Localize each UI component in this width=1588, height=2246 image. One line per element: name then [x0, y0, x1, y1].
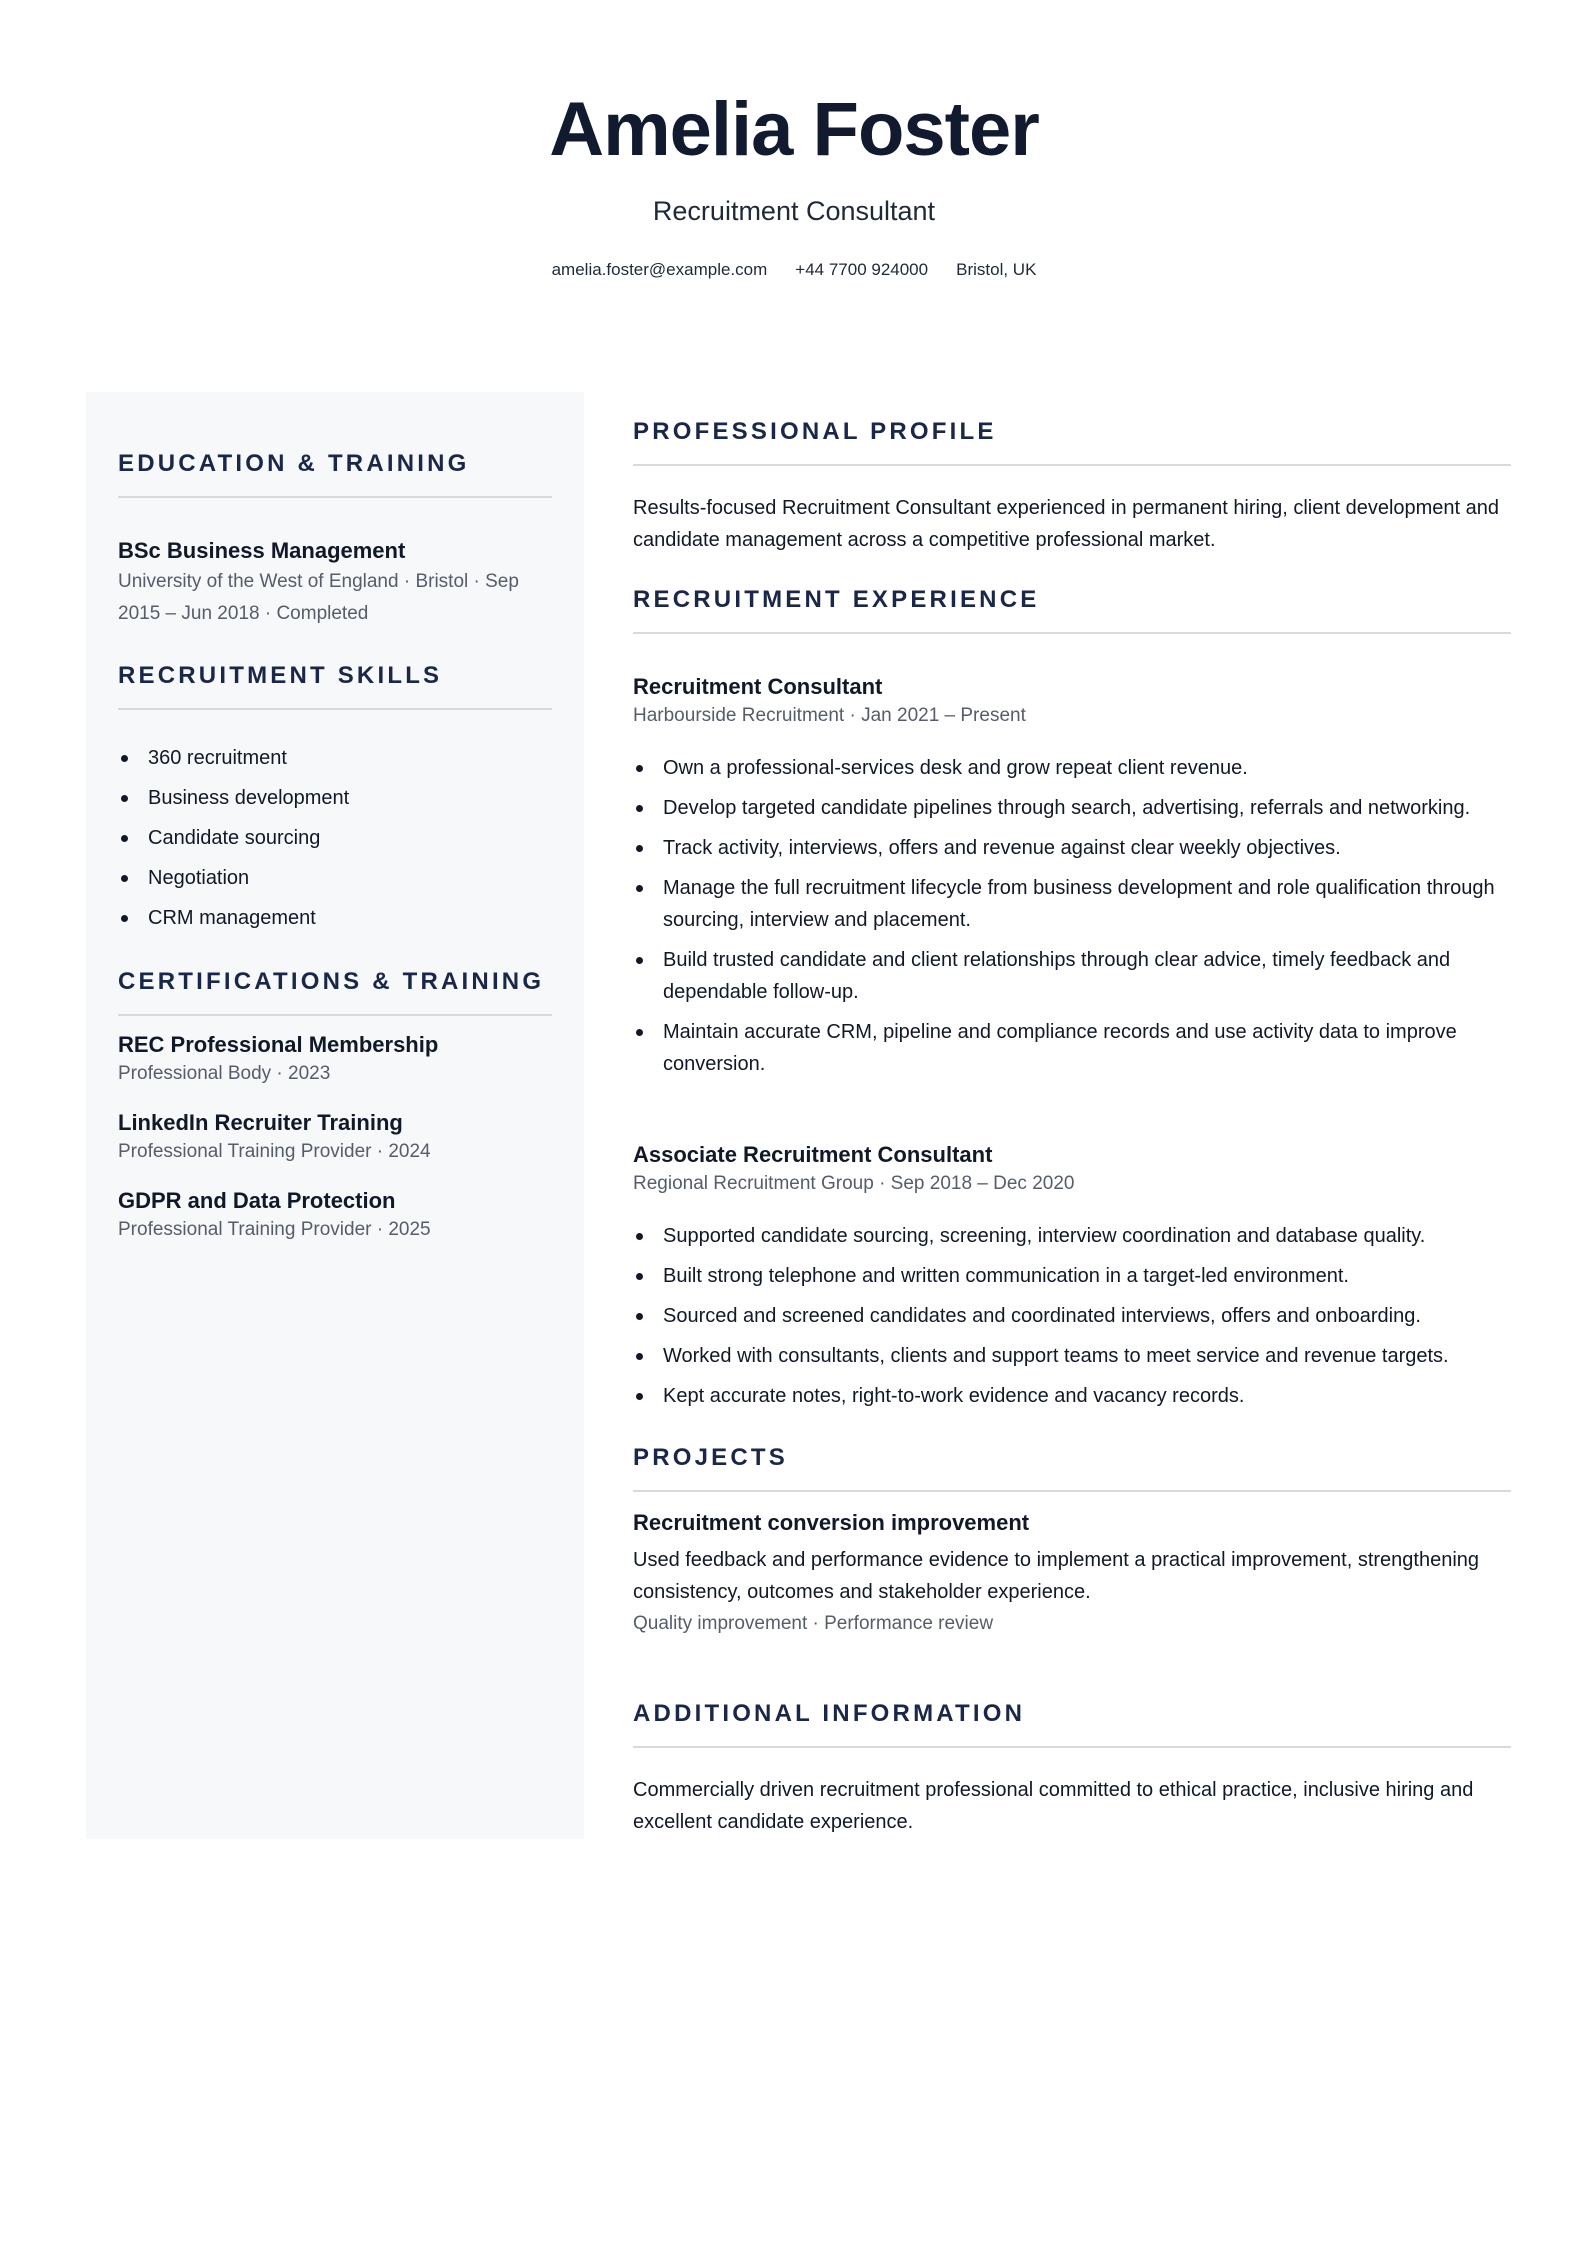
- list-item: CRM management: [148, 902, 552, 934]
- additional-section: [633, 1700, 1511, 1748]
- list-item: Build trusted candidate and client relationships through clear advice, timely feedback and dependable follow-up.: [663, 944, 1511, 1008]
- job-entry: [633, 674, 1511, 732]
- list-item: Worked with consultants, clients and support teams to meet service and revenue targets.: [663, 1340, 1511, 1372]
- project-entry: [633, 1510, 1511, 1640]
- certification-name: GDPR and Data Protection: [118, 1188, 396, 1213]
- section-divider: [118, 708, 552, 710]
- projects-title: PROJECTS: [633, 1444, 788, 1471]
- certification-entry: [118, 1110, 552, 1168]
- certification-name: LinkedIn Recruiter Training: [118, 1110, 403, 1135]
- job-meta: Regional Recruitment Group · Sep 2018 – Dec 2020: [633, 1173, 1075, 1194]
- additional-text: Commercially driven recruitment professional committed to ethical practice, inclusive hiring and excellent candidate experience.: [633, 1779, 1474, 1833]
- list-item: 360 recruitment: [148, 742, 552, 774]
- skills-title: RECRUITMENT SKILLS: [118, 662, 443, 689]
- section-divider: [633, 464, 1511, 466]
- project-name: Recruitment conversion improvement: [633, 1510, 1030, 1535]
- list-item: Develop targeted candidate pipelines through search, advertising, referrals and networking.: [663, 792, 1511, 824]
- section-divider: [118, 1014, 552, 1016]
- certification-meta: Professional Training Provider · 2024: [118, 1141, 431, 1162]
- project-text: Used feedback and performance evidence to implement a practical improvement, strengthening consistency, outcomes and stakeholder experience.: [633, 1549, 1480, 1603]
- education-section: [118, 450, 552, 498]
- skills-list-wrap: [118, 742, 552, 942]
- experience-section: [633, 586, 1511, 634]
- list-item: Sourced and screened candidates and coordinated interviews, offers and onboarding.: [663, 1300, 1511, 1332]
- section-divider: [633, 632, 1511, 634]
- profile-text: Results-focused Recruitment Consultant experienced in permanent hiring, client development and candidate management across a competitive professional market.: [633, 497, 1500, 551]
- certification-entry: [118, 1032, 552, 1090]
- profile-title: PROFESSIONAL PROFILE: [633, 418, 997, 445]
- projects-section: [633, 1444, 1511, 1492]
- list-item: Maintain accurate CRM, pipeline and compliance records and use activity data to improve conversion.: [663, 1016, 1511, 1080]
- degree-name: BSc Business Management: [118, 538, 406, 563]
- education-entry: [118, 538, 552, 630]
- list-item: Kept accurate notes, right-to-work evidence and vacancy records.: [663, 1380, 1511, 1412]
- contact-line: [0, 260, 1588, 280]
- sidebar: [86, 392, 584, 1839]
- certifications-section: [118, 968, 552, 1016]
- certification-meta: Professional Body · 2023: [118, 1063, 331, 1084]
- job-bullets-wrap: [633, 752, 1511, 1088]
- certification-meta: Professional Training Provider · 2025: [118, 1219, 431, 1240]
- profile-section: [633, 418, 1511, 466]
- list-item: Supported candidate sourcing, screening, interview coordination and database quality.: [663, 1220, 1511, 1252]
- list-item: Manage the full recruitment lifecycle from business development and role qualification through sourcing, interview and placement.: [663, 872, 1511, 936]
- contact-phone[interactable]: +44 7700 924000: [795, 260, 929, 279]
- job-title: Associate Recruitment Consultant: [633, 1142, 993, 1167]
- certification-name: REC Professional Membership: [118, 1032, 439, 1057]
- project-tags: Quality improvement · Performance review: [633, 1613, 994, 1634]
- job-entry: [633, 1142, 1511, 1200]
- job-meta: Harbourside Recruitment · Jan 2021 – Present: [633, 705, 1026, 726]
- profile-body: [633, 492, 1511, 556]
- candidate-name: Amelia Foster: [549, 87, 1039, 172]
- degree-details: University of the West of England · Bristol · Sep 2015 – Jun 2018 · Completed: [118, 571, 519, 624]
- skills-section: [118, 662, 552, 710]
- section-divider: [633, 1746, 1511, 1748]
- list-item: Own a professional-services desk and grow repeat client revenue.: [663, 752, 1511, 784]
- additional-body: [633, 1774, 1511, 1838]
- skills-list: [118, 742, 552, 934]
- job-bullets: [633, 1220, 1511, 1412]
- contact-email[interactable]: amelia.foster@example.com: [551, 260, 768, 279]
- education-title: EDUCATION & TRAINING: [118, 450, 470, 477]
- list-item: Business development: [148, 782, 552, 814]
- section-divider: [118, 496, 552, 498]
- experience-title: RECRUITMENT EXPERIENCE: [633, 586, 1040, 613]
- job-bullets: [633, 752, 1511, 1080]
- certification-entry: [118, 1188, 552, 1246]
- candidate-role: Recruitment Consultant: [652, 196, 936, 226]
- list-item: Built strong telephone and written communication in a target-led environment.: [663, 1260, 1511, 1292]
- section-divider: [633, 1490, 1511, 1492]
- list-item: Negotiation: [148, 862, 552, 894]
- list-item: Track activity, interviews, offers and revenue against clear weekly objectives.: [663, 832, 1511, 864]
- job-bullets-wrap: [633, 1220, 1511, 1420]
- contact-location: Bristol, UK: [956, 260, 1037, 279]
- certifications-title: CERTIFICATIONS & TRAINING: [118, 968, 545, 995]
- additional-title: ADDITIONAL INFORMATION: [633, 1700, 1026, 1727]
- list-item: Candidate sourcing: [148, 822, 552, 854]
- job-title: Recruitment Consultant: [633, 674, 883, 699]
